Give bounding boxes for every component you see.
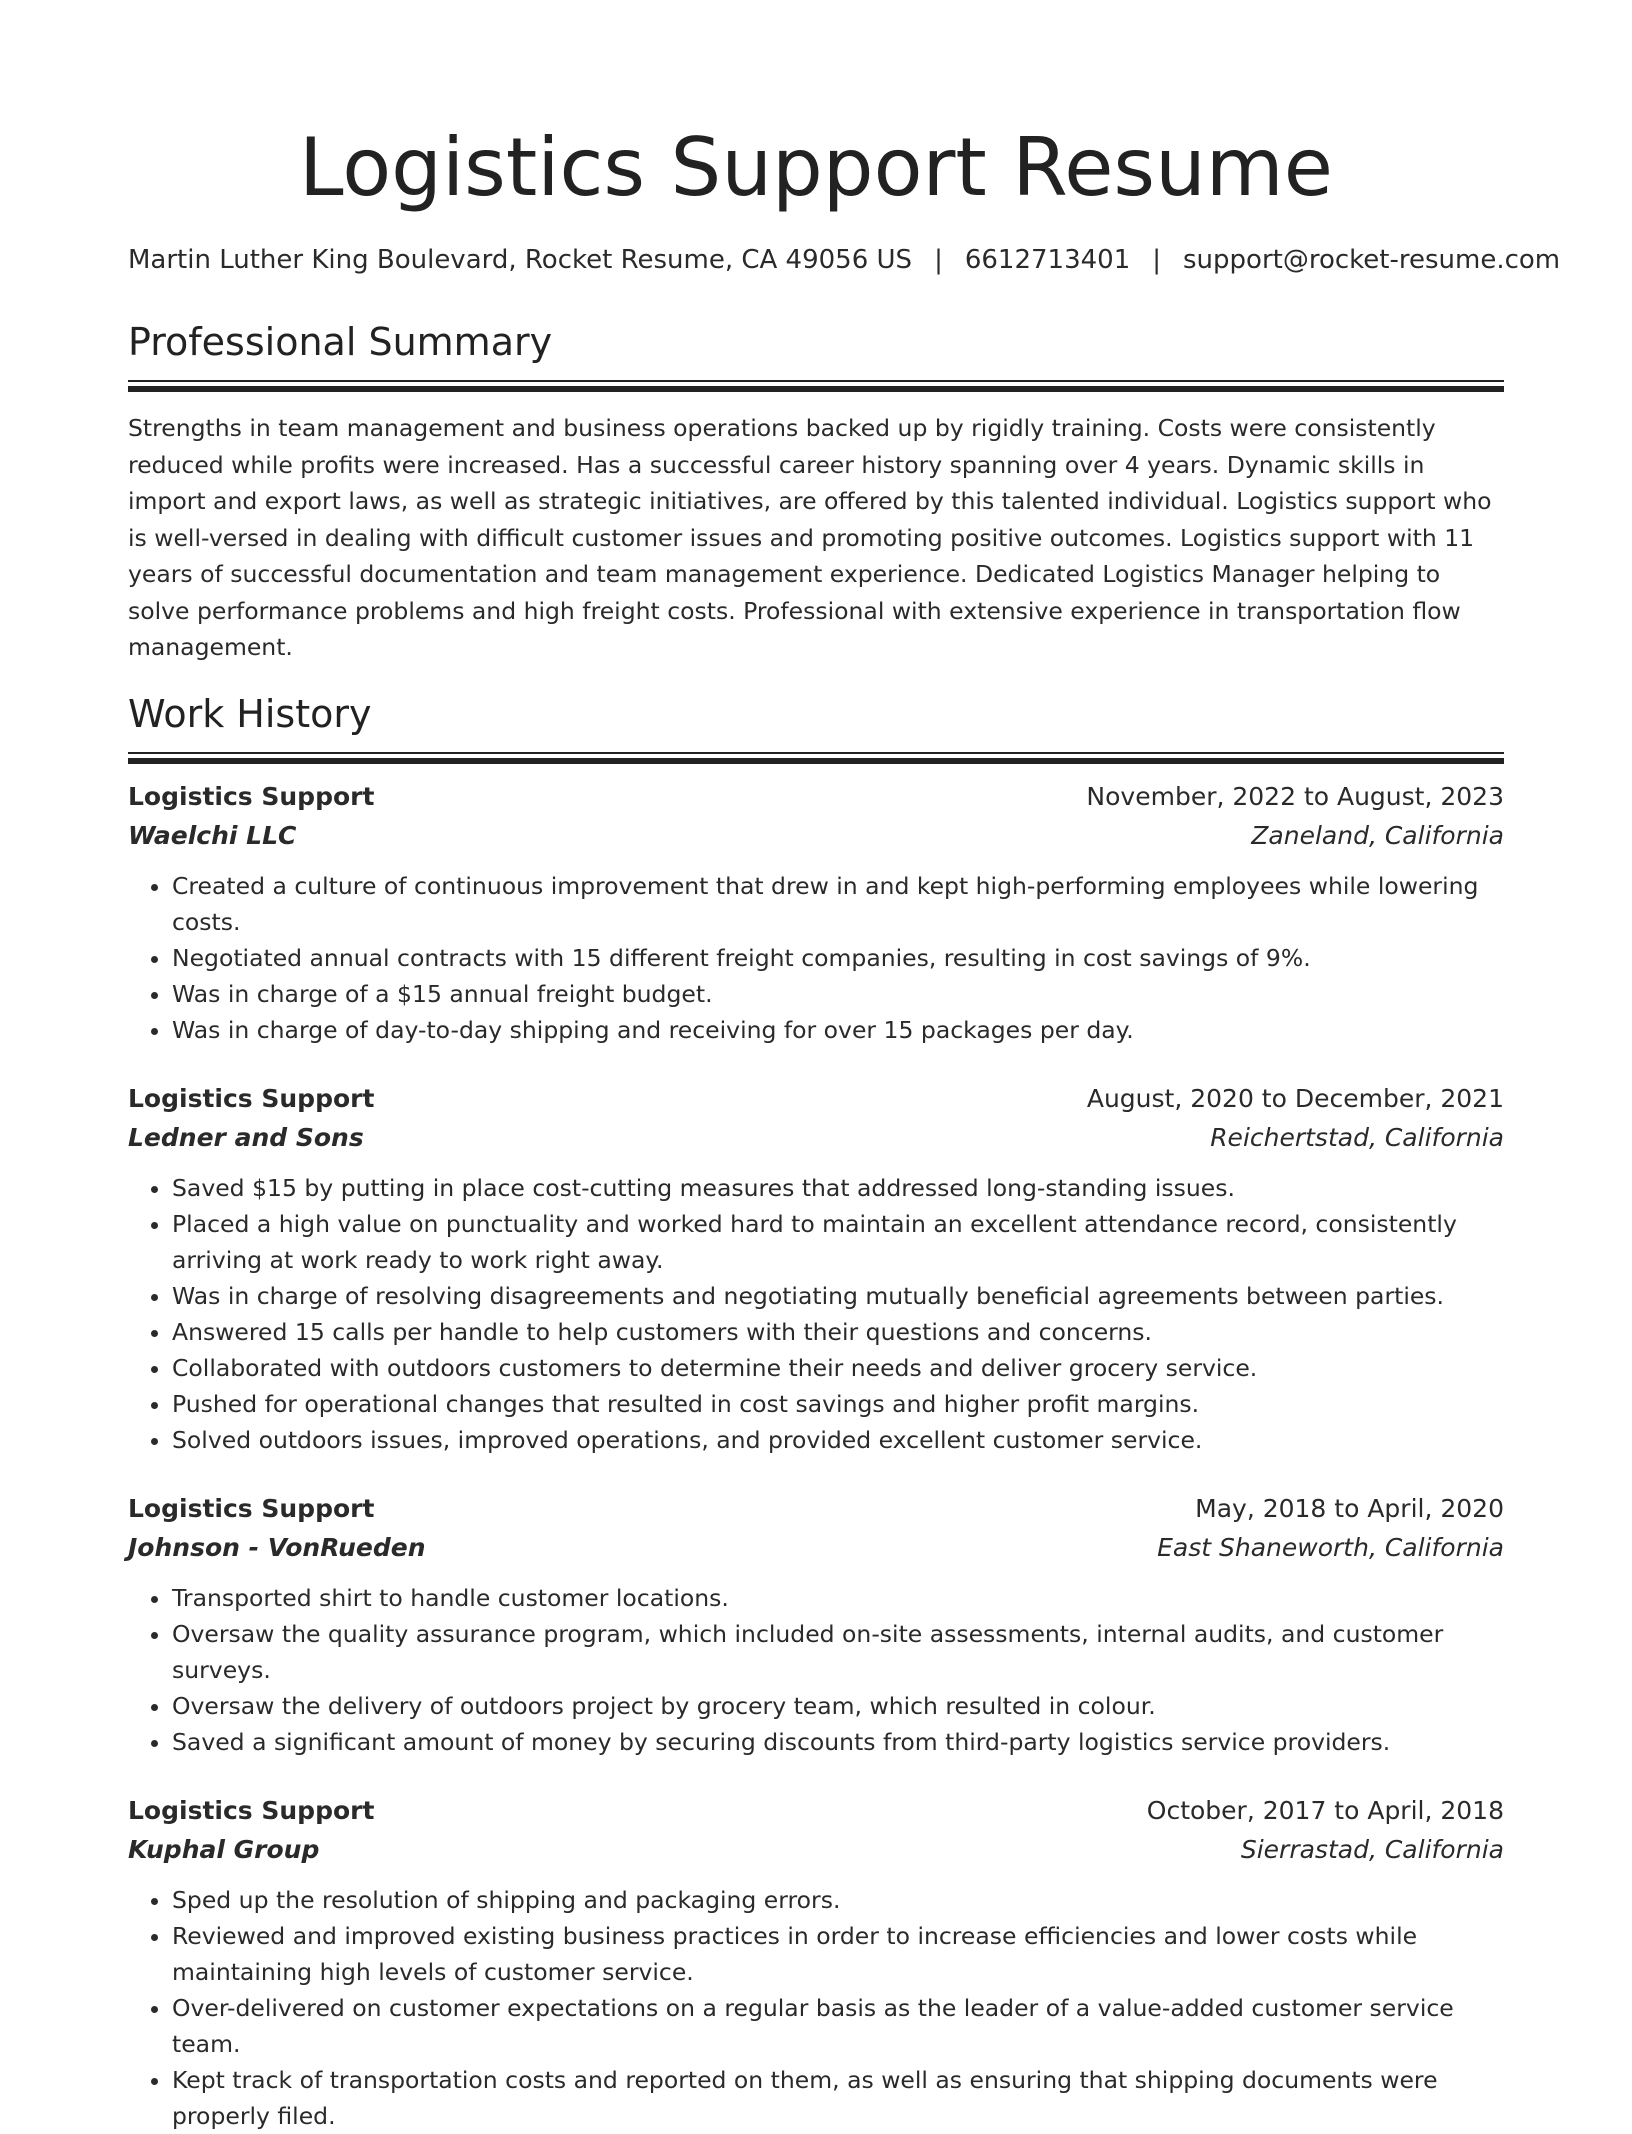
job-location: Zaneland, California	[1251, 820, 1504, 850]
resume-title: Logistics Support Resume	[299, 121, 1333, 214]
job-location: Sierrastad, California	[1240, 1834, 1504, 1864]
job-company-row	[128, 1118, 1504, 1158]
job-company: Johnson - VonRueden	[128, 1532, 426, 1562]
job-bullet: • Saved a significant amount of money by securing discounts from third-party logistics service providers.	[172, 1724, 1504, 1760]
job-company-row	[128, 816, 1504, 856]
job-bullet: • Oversaw the quality assurance program, which included on-site assessments, internal audits, and customer surveys.	[172, 1616, 1504, 1688]
job-bullet: • Kept track of transportation costs and reported on them, as well as ensuring that shipping documents were properly filed.	[172, 2062, 1504, 2134]
job-bullet-list	[128, 1170, 1504, 1458]
job-bullet: • Solved outdoors issues, improved operations, and provided excellent customer service.	[172, 1422, 1504, 1458]
contact-email: support@rocket-resume.com	[1183, 245, 1561, 275]
job-header-row	[128, 1792, 1504, 1830]
job-bullet-list	[128, 868, 1504, 1048]
job-bullet: • Collaborated with outdoors customers to determine their needs and deliver grocery service.	[172, 1350, 1504, 1386]
job-header-row	[128, 778, 1504, 816]
job-bullet: • Over-delivered on customer expectations on a regular basis as the leader of a value-added customer service team.	[172, 1990, 1504, 2062]
job-title: Logistics Support	[128, 1083, 375, 1113]
job-entry	[128, 778, 1504, 1048]
job-bullet: • Answered 15 calls per handle to help customers with their questions and concerns.	[172, 1314, 1504, 1350]
job-bullet-list	[128, 1882, 1504, 2134]
job-dates: November, 2022 to August, 2023	[1086, 781, 1504, 811]
job-dates: October, 2017 to April, 2018	[1146, 1795, 1504, 1825]
job-company-row	[128, 1830, 1504, 1870]
job-dates: August, 2020 to December, 2021	[1086, 1083, 1504, 1113]
job-bullet: • Placed a high value on punctuality and worked hard to maintain an excellent attendance record, consistently arriving at work ready to work right away.	[172, 1206, 1504, 1278]
summary-text: Strengths in team management and business operations backed up by rigidly training. Costs were consistently reduced while profits were increased. Has a successful career history spanning over 4 years. Dynamic skills in import and export laws, as well as strategic initiatives, are offered by this talented individual. Logistics support who is well-versed in dealing with difficult customer issues and promoting positive outcomes. Logistics support with 11 years of successful documentation and team management experience. Dedicated Logistics Manager helping to solve performance problems and high freight costs. Professional with extensive experience in transportation flow management.	[128, 414, 1492, 661]
job-dates: May, 2018 to April, 2020	[1195, 1493, 1504, 1523]
job-bullet: • Reviewed and improved existing business practices in order to increase efficiencies and lower costs while maintaining high levels of customer service.	[172, 1918, 1504, 1990]
job-company: Ledner and Sons	[128, 1122, 364, 1152]
job-entry	[128, 1080, 1504, 1458]
job-bullet: • Was in charge of day-to-day shipping and receiving for over 15 packages per day.	[172, 1012, 1504, 1048]
section-divider	[128, 752, 1504, 764]
job-entry	[128, 1490, 1504, 1760]
job-location: East Shaneworth, California	[1157, 1532, 1504, 1562]
job-company: Kuphal Group	[128, 1834, 320, 1864]
job-bullet: • Saved $15 by putting in place cost-cutting measures that addressed long-standing issues.	[172, 1170, 1504, 1206]
job-title: Logistics Support	[128, 1795, 375, 1825]
job-bullet: • Negotiated annual contracts with 15 different freight companies, resulting in cost savings of 9%.	[172, 940, 1504, 976]
job-list	[128, 778, 1504, 2134]
job-company-row	[128, 1528, 1504, 1568]
job-company: Waelchi LLC	[128, 820, 297, 850]
job-bullet: • Oversaw the delivery of outdoors project by grocery team, which resulted in colour.	[172, 1688, 1504, 1724]
job-bullet: • Transported shirt to handle customer locations.	[172, 1580, 1504, 1616]
summary-section	[128, 316, 1504, 666]
resume-page	[128, 118, 1561, 2134]
job-entry	[128, 1792, 1504, 2134]
job-location: Reichertstad, California	[1210, 1122, 1504, 1152]
job-header-row	[128, 1490, 1504, 1528]
contact-address: Martin Luther King Boulevard, Rocket Resume, CA 49056 US	[128, 245, 913, 275]
job-bullet: • Was in charge of a $15 annual freight budget.	[172, 976, 1504, 1012]
job-title: Logistics Support	[128, 1493, 375, 1523]
work-history-heading: Work History	[128, 691, 372, 736]
job-bullet: • Pushed for operational changes that resulted in cost savings and higher profit margins.	[172, 1386, 1504, 1422]
job-bullet: • Was in charge of resolving disagreements and negotiating mutually beneficial agreements between parties.	[172, 1278, 1504, 1314]
job-header-row	[128, 1080, 1504, 1118]
contact-line	[128, 242, 1561, 278]
job-title: Logistics Support	[128, 781, 375, 811]
job-bullet: • Created a culture of continuous improvement that drew in and kept high-performing employees while lowering costs.	[172, 868, 1504, 940]
contact-phone: 6612713401	[964, 245, 1131, 275]
work-history-section	[128, 688, 1504, 2134]
section-divider	[128, 380, 1504, 392]
contact-separator: |	[934, 245, 943, 275]
job-bullet: • Sped up the resolution of shipping and packaging errors.	[172, 1882, 1504, 1918]
job-bullet-list	[128, 1580, 1504, 1760]
summary-heading: Professional Summary	[128, 320, 553, 364]
contact-separator: |	[1152, 245, 1162, 275]
